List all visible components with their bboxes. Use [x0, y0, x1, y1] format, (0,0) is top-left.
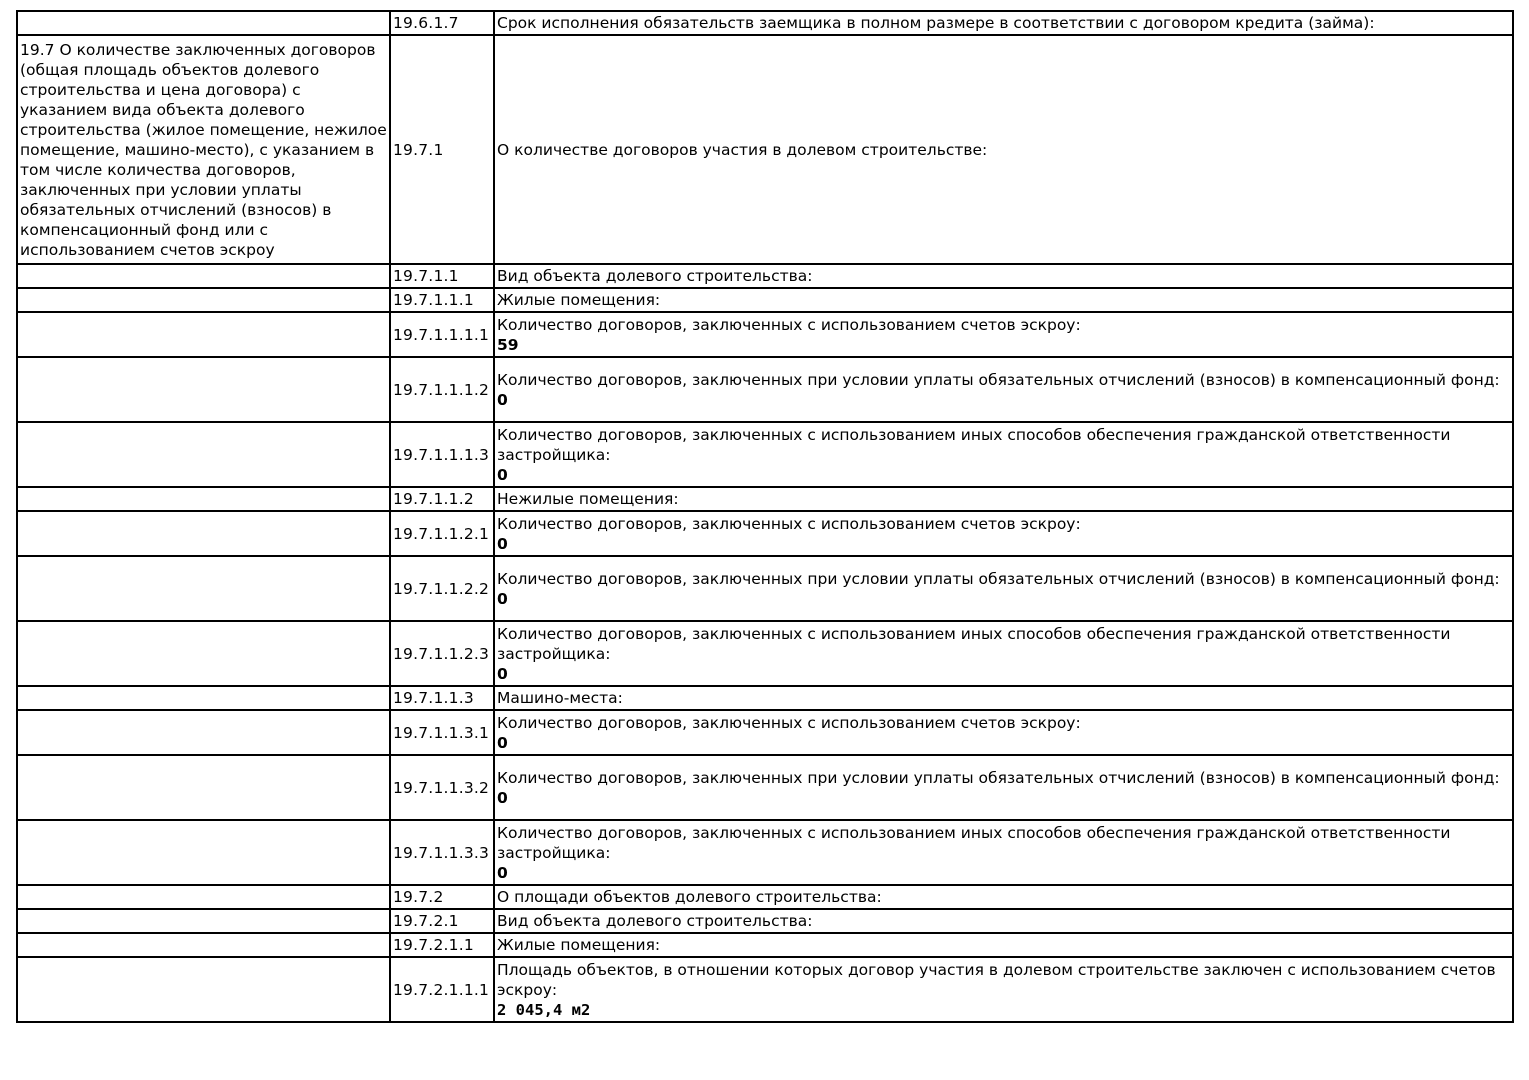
table-row [17, 885, 1513, 909]
item-text-cell [494, 264, 1513, 288]
item-code: 19.7.2.1.1 [390, 933, 494, 957]
section-cell [17, 264, 390, 288]
item-code: 19.7.1.1.3 [390, 686, 494, 710]
item-text: Количество договоров, заключенных с использованием иных способов обеспечения гражданской ответственности застройщика: [497, 425, 1451, 464]
item-text: Количество договоров, заключенных с использованием счетов эскроу: [497, 315, 1081, 334]
section-cell [17, 686, 390, 710]
section-cell [17, 11, 390, 35]
section-cell: 19.7 О количестве заключенных договоров (общая площадь объектов долевого строительства и цена договора) с указанием вида объекта долевого строительства (жилое помещение, нежилое помещение, машино-место), с указанием в том числе количества договоров, заключенных при условии уплаты обязательных отчислений (взносов) в компенсационный фонд или с использованием счетов эскроу [17, 35, 390, 264]
item-code: 19.7.1.1.1.3 [390, 422, 494, 487]
item-text: Площадь объектов, в отношении которых договор участия в долевом строительстве заключен с использованием счетов эскроу: [497, 960, 1496, 999]
item-value: 0 [497, 733, 508, 752]
table-body [17, 11, 1513, 1022]
item-text-cell [494, 755, 1513, 820]
table-row [17, 686, 1513, 710]
table-row [17, 511, 1513, 556]
item-text: Количество договоров, заключенных с использованием счетов эскроу: [497, 514, 1081, 533]
item-text-cell [494, 820, 1513, 885]
item-value: 0 [497, 465, 508, 484]
table-row [17, 957, 1513, 1022]
item-text-cell [494, 422, 1513, 487]
item-text: Машино-места: [497, 689, 623, 707]
item-code: 19.7.1.1 [390, 264, 494, 288]
table-row [17, 11, 1513, 35]
item-value: 0 [497, 534, 508, 553]
table-row [17, 710, 1513, 755]
section-cell [17, 755, 390, 820]
table-row [17, 933, 1513, 957]
item-text-cell [494, 957, 1513, 1022]
item-text-cell [494, 288, 1513, 312]
item-code: 19.7.2 [390, 885, 494, 909]
item-text: Нежилые помещения: [497, 490, 679, 508]
table-row [17, 264, 1513, 288]
table-row [17, 909, 1513, 933]
table-row [17, 820, 1513, 885]
item-code: 19.7.1.1.2.3 [390, 621, 494, 686]
section-cell [17, 621, 390, 686]
section-cell [17, 957, 390, 1022]
item-text-cell [494, 710, 1513, 755]
item-text-cell [494, 312, 1513, 357]
item-code: 19.7.1.1.2.2 [390, 556, 494, 621]
section-cell [17, 556, 390, 621]
item-text: Количество договоров, заключенных с использованием иных способов обеспечения гражданской ответственности застройщика: [497, 624, 1451, 663]
item-text: Вид объекта долевого строительства: [497, 267, 813, 285]
item-text: О площади объектов долевого строительства: [497, 888, 882, 906]
section-cell [17, 885, 390, 909]
item-text: Количество договоров, заключенных при условии уплаты обязательных отчислений (взносов) в компенсационный фонд: [497, 370, 1500, 389]
section-cell [17, 422, 390, 487]
item-value: 0 [497, 589, 508, 608]
table-row [17, 621, 1513, 686]
item-code: 19.7.1.1.3.1 [390, 710, 494, 755]
item-value: 59 [497, 335, 519, 354]
item-text-cell [494, 909, 1513, 933]
section-cell [17, 511, 390, 556]
item-text: Количество договоров, заключенных с использованием счетов эскроу: [497, 713, 1081, 732]
table-row [17, 422, 1513, 487]
item-text-cell [494, 621, 1513, 686]
item-code: 19.7.1.1.1 [390, 288, 494, 312]
item-text-cell [494, 933, 1513, 957]
item-text-cell [494, 885, 1513, 909]
item-text: Количество договоров, заключенных при условии уплаты обязательных отчислений (взносов) в компенсационный фонд: [497, 569, 1500, 588]
item-text-cell [494, 357, 1513, 422]
table-row [17, 288, 1513, 312]
section-cell [17, 933, 390, 957]
table-row [17, 556, 1513, 621]
item-text: Количество договоров, заключенных с использованием иных способов обеспечения гражданской ответственности застройщика: [497, 823, 1451, 862]
item-value: 0 [497, 664, 508, 683]
disclosure-table [16, 10, 1514, 1023]
item-code: 19.7.1.1.3.2 [390, 755, 494, 820]
section-cell [17, 312, 390, 357]
item-text: Количество договоров, заключенных при условии уплаты обязательных отчислений (взносов) в компенсационный фонд: [497, 768, 1500, 787]
table-row [17, 755, 1513, 820]
item-code: 19.7.1.1.2.1 [390, 511, 494, 556]
item-code: 19.6.1.7 [390, 11, 494, 35]
item-code: 19.7.1.1.1.2 [390, 357, 494, 422]
item-text-cell [494, 686, 1513, 710]
table-row [17, 487, 1513, 511]
section-cell [17, 909, 390, 933]
section-cell [17, 820, 390, 885]
item-code: 19.7.1.1.1.1 [390, 312, 494, 357]
item-code: 19.7.1.1.3.3 [390, 820, 494, 885]
item-text: Срок исполнения обязательств заемщика в полном размере в соответствии с договором кредита (займа): [497, 14, 1375, 32]
item-text: О количестве договоров участия в долевом строительстве: [497, 140, 988, 159]
item-code: 19.7.1 [390, 35, 494, 264]
item-text-cell [494, 35, 1513, 264]
item-text: Жилые помещения: [497, 936, 661, 954]
item-value: 0 [497, 390, 508, 409]
item-code: 19.7.2.1 [390, 909, 494, 933]
section-cell [17, 487, 390, 511]
section-cell [17, 288, 390, 312]
item-text-cell [494, 556, 1513, 621]
item-text: Жилые помещения: [497, 291, 661, 309]
item-text-cell [494, 487, 1513, 511]
table-row [17, 312, 1513, 357]
section-cell [17, 357, 390, 422]
section-cell [17, 710, 390, 755]
item-value: 2 045,4 м2 [497, 1000, 591, 1019]
item-code: 19.7.2.1.1.1 [390, 957, 494, 1022]
table-row [17, 357, 1513, 422]
item-text: Вид объекта долевого строительства: [497, 912, 813, 930]
table-row [17, 35, 1513, 264]
item-code: 19.7.1.1.2 [390, 487, 494, 511]
item-value: 0 [497, 863, 508, 882]
item-value: 0 [497, 788, 508, 807]
item-text-cell [494, 11, 1513, 35]
item-text-cell [494, 511, 1513, 556]
